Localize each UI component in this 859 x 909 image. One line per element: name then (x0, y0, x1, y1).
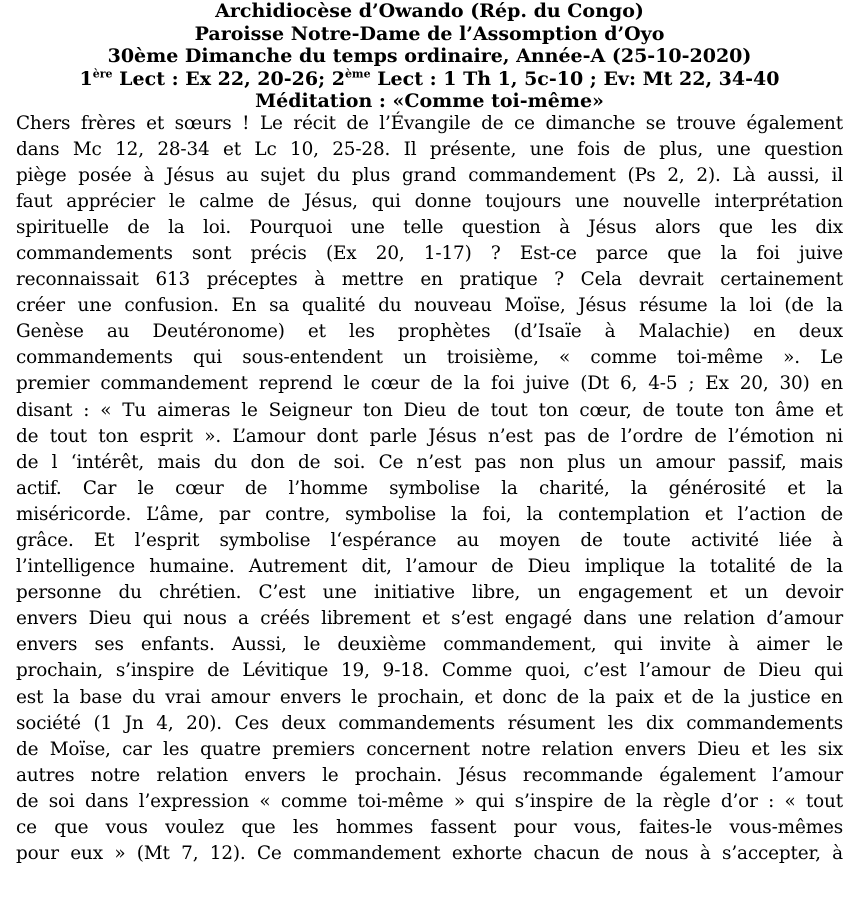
body-line: Genèse au Deutéronome) et les prophètes (d’Isaïe à Malachie) en deux (16, 321, 843, 343)
body-line: actif. Car le cœur de l’homme symbolise la charité, la générosité et la (16, 477, 843, 499)
body-line: personne du chrétien. C’est une initiative libre, un engagement et un devoir (16, 582, 843, 604)
body-line: envers ses enfants. Aussi, le deuxième commandement, qui invite à aimer le (16, 634, 843, 656)
body-line: miséricorde. L’âme, par contre, symbolise la foi, la contemplation et l’action de (16, 503, 843, 525)
body-line: autres notre relation envers le prochain. Jésus recommande également l’amour (16, 764, 843, 786)
body-line: dans Mc 12, 28-34 et Lc 10, 25-28. Il présente, une fois de plus, une question (16, 138, 843, 160)
first-reading-superscript: ère (92, 67, 113, 81)
body-line: envers Dieu qui nous a créés librement et s’est engagé dans une relation d’amour (16, 608, 843, 630)
body-line: faut apprécier le calme de Jésus, qui donne toujours une nouvelle interprétation (16, 190, 843, 212)
body-line: prochain, s’inspire de Lévitique 19, 9-18. Comme quoi, c’est l’amour de Dieu qui (16, 660, 843, 682)
sunday-title: 30ème Dimanche du temps ordinaire, Année-A (25-10-2020) (107, 45, 752, 67)
body-line: l’intelligence humaine. Autrement dit, l’amour de Dieu implique la totalité de la (16, 556, 843, 578)
body-line: reconnaissait 613 préceptes à mettre en pratique ? Cela devrait certainement (16, 269, 843, 291)
parish-title: Paroisse Notre-Dame de l’Assomption d’Oyo (194, 22, 665, 45)
body-line: société (1 Jn 4, 20). Ces deux commandements résument les dix commandements (16, 712, 843, 734)
document-header (0, 0, 859, 113)
body-line: de l ‘intérêt, mais du don de soi. Ce n’est pas non plus un amour passif, mais (16, 451, 843, 473)
body-line: de Moïse, car les quatre premiers concernent notre relation envers Dieu et les six (16, 738, 843, 760)
body-line: disant : « Tu aimeras le Seigneur ton Dieu de tout ton cœur, de toute ton âme et (16, 399, 843, 421)
body-line: de tout ton esprit ». L’amour dont parle Jésus n’est pas de l’ordre de l’émotion ni (16, 425, 843, 447)
body-line: Chers frères et sœurs ! Le récit de l’Évangile de ce dimanche se trouve également (16, 112, 843, 134)
readings-line (18, 68, 841, 91)
body-line: est la base du vrai amour envers le prochain, et donc de la paix et de la justice en (16, 686, 843, 708)
first-reading-number: 1 (79, 67, 93, 90)
body-line: pour eux » (Mt 7, 12). Ce commandement exhorte chacun de nous à s’accepter, à (16, 843, 843, 865)
body-line: créer une confusion. En sa qualité du nouveau Moïse, Jésus résume la loi (de la (16, 295, 843, 317)
body-line: de soi dans l’expression « comme toi-même » qui s’inspire de la règle d’or : « tout (16, 790, 843, 812)
second-reading-text: Lect : 1 Th 1, 5c-10 ; Ev: Mt 22, 34-40 (370, 67, 780, 90)
body-line: ce que vous voulez que les hommes fassent pour vous, faites-le vous-mêmes (16, 817, 843, 839)
body-line: piège posée à Jésus au sujet du plus grand commandement (Ps 2, 2). Là aussi, il (16, 164, 843, 186)
first-reading-text: Lect : Ex 22, 20-26; 2 (112, 67, 345, 90)
second-reading-superscript: ème (344, 67, 371, 81)
body-line: premier commandement reprend le cœur de la foi juive (Dt 6, 4-5 ; Ex 20, 30) en (16, 373, 843, 395)
body-line: spirituelle de la loi. Pourquoi une telle question à Jésus alors que les dix (16, 216, 843, 238)
meditation-title: Méditation : «Comme toi-même» (255, 90, 604, 112)
meditation-body (0, 111, 859, 868)
body-line: grâce. Et l’esprit symbolise l‘espérance au moyen de toute activité liée à (16, 530, 843, 551)
body-line: commandements qui sous-entendent un troisième, « comme toi-même ». Le (16, 347, 843, 369)
diocese-title: Archidiocèse d’Owando (Rép. du Congo) (215, 0, 644, 22)
body-line: commandements sont précis (Ex 20, 1-17) ? Est-ce parce que la foi juive (16, 242, 843, 264)
